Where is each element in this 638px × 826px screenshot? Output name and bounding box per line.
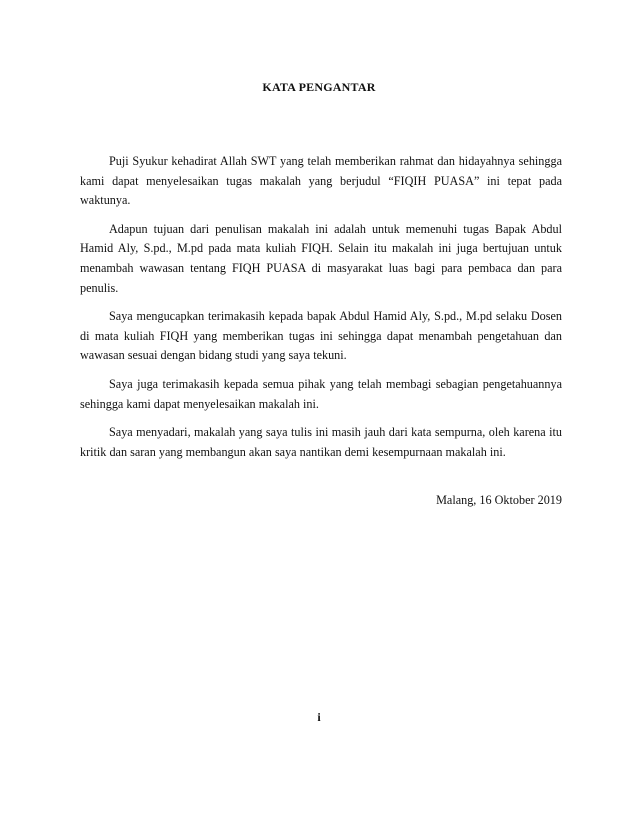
page-number: i — [317, 710, 321, 724]
paragraph-opening: Puji Syukur kehadirat Allah SWT yang telah memberikan rahmat dan hidayahnya sehingga kami dapat menyelesaikan tugas makalah yang berjudul “FIQIH PUASA” ini tepat pada waktunya. — [80, 154, 562, 208]
body-text — [80, 152, 562, 471]
paragraph-thanks-lecturer: Saya mengucapkan terimakasih kepada bapak Abdul Hamid Aly, S.pd., M.pd selaku Dosen di mata kuliah FIQH yang memberikan tugas ini sehingga dapat menambah pengetahuan dan wawasan sesuai dengan bidang studi yang saya tekuni. — [80, 309, 562, 363]
signature-date: Malang, 16 Oktober 2019 — [436, 493, 562, 507]
paragraph-closing: Saya menyadari, makalah yang saya tulis ini masih jauh dari kata sempurna, oleh karena itu kritik dan saran yang membangun akan saya nantikan demi kesempurnaan makalah ini. — [80, 425, 562, 459]
page-title: KATA PENGANTAR — [262, 80, 376, 94]
paragraph-purpose: Adapun tujuan dari penulisan makalah ini adalah untuk memenuhi tugas Bapak Abdul Hamid Aly, S.pd., M.pd pada mata kuliah FIQH. Selain itu makalah ini juga bertujuan untuk menambah wawasan tentang FIQH PUASA di masyarakat luas bagi para pembaca dan para penulis. — [80, 221, 562, 295]
paragraph-thanks-all: Saya juga terimakasih kepada semua pihak yang telah membagi sebagian pengetahuannya sehingga kami dapat menyelesaikan makalah ini. — [80, 376, 562, 411]
